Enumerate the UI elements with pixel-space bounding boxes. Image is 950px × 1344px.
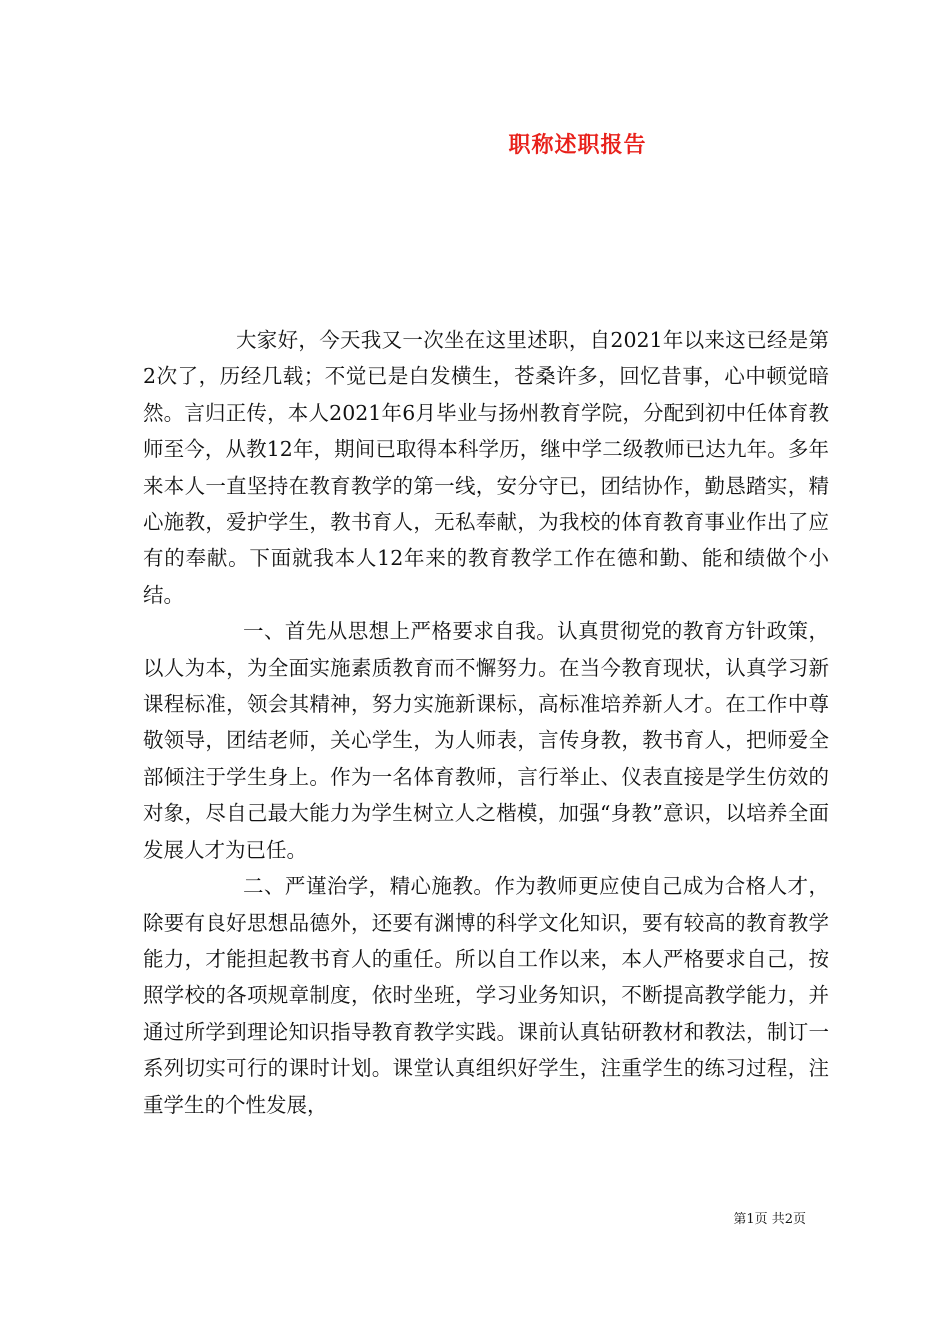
document-body [143,322,829,1123]
paragraph-section-one: 一、首先从思想上严格要求自我。认真贯彻党的教育方针政策，以人为本，为全面实施素质教育而不懈努力。在当今教育现状，认真学习新课程标准，领会其精神，努力实施新课标，高标准培养新人才。在工作中尊敬领导，团结老师，关心学生，为人师表，言传身教，教书育人，把师爱全部倾注于学生身上。作为一名体育教师，言行举止、仪表直接是学生仿效的对象，尽自己最大能力为学生树立人之楷模，加强“身教”意识，以培养全面发展人才为已任。 [143,619,829,862]
document-title: 职称述职报告 [508,132,647,158]
paragraph-section-two: 二、严谨治学，精心施教。作为教师更应使自己成为合格人才，除要有良好思想品德外，还要有渊博的科学文化知识，要有较高的教育教学能力，才能担起教书育人的重任。所以自工作以来，本人严格要求自己，按照学校的各项规章制度，依时坐班，学习业务知识，不断提高教学能力，并通过所学到理论知识指导教育教学实践。课前认真钻研教材和教法，制订一系列切实可行的课时计划。课堂认真组织好学生，注重学生的练习过程，注重学生的个性发展， [143,874,829,1117]
page-number: 第1页 共2页 [733,1212,806,1227]
paragraph-intro: 大家好，今天我又一次坐在这里述职，自2021年以来这已经是第2次了，历经几载；不觉已是白发横生，苍桑许多，回忆昔事，心中顿觉暗然。言归正传，本人2021年6月毕业与扬州教育学院，分配到初中任体育教师至今，从教12年，期间已取得本科学历，继中学二级教师已达九年。多年来本人一直坚持在教育教学的第一线，安分守已，团结协作，勤恳踏实，精心施教，爱护学生，教书育人，无私奉献，为我校的体育教育事业作出了应有的奉献。下面就我本人12年来的教育教学工作在德和勤、能和绩做个小结。 [143,328,829,607]
